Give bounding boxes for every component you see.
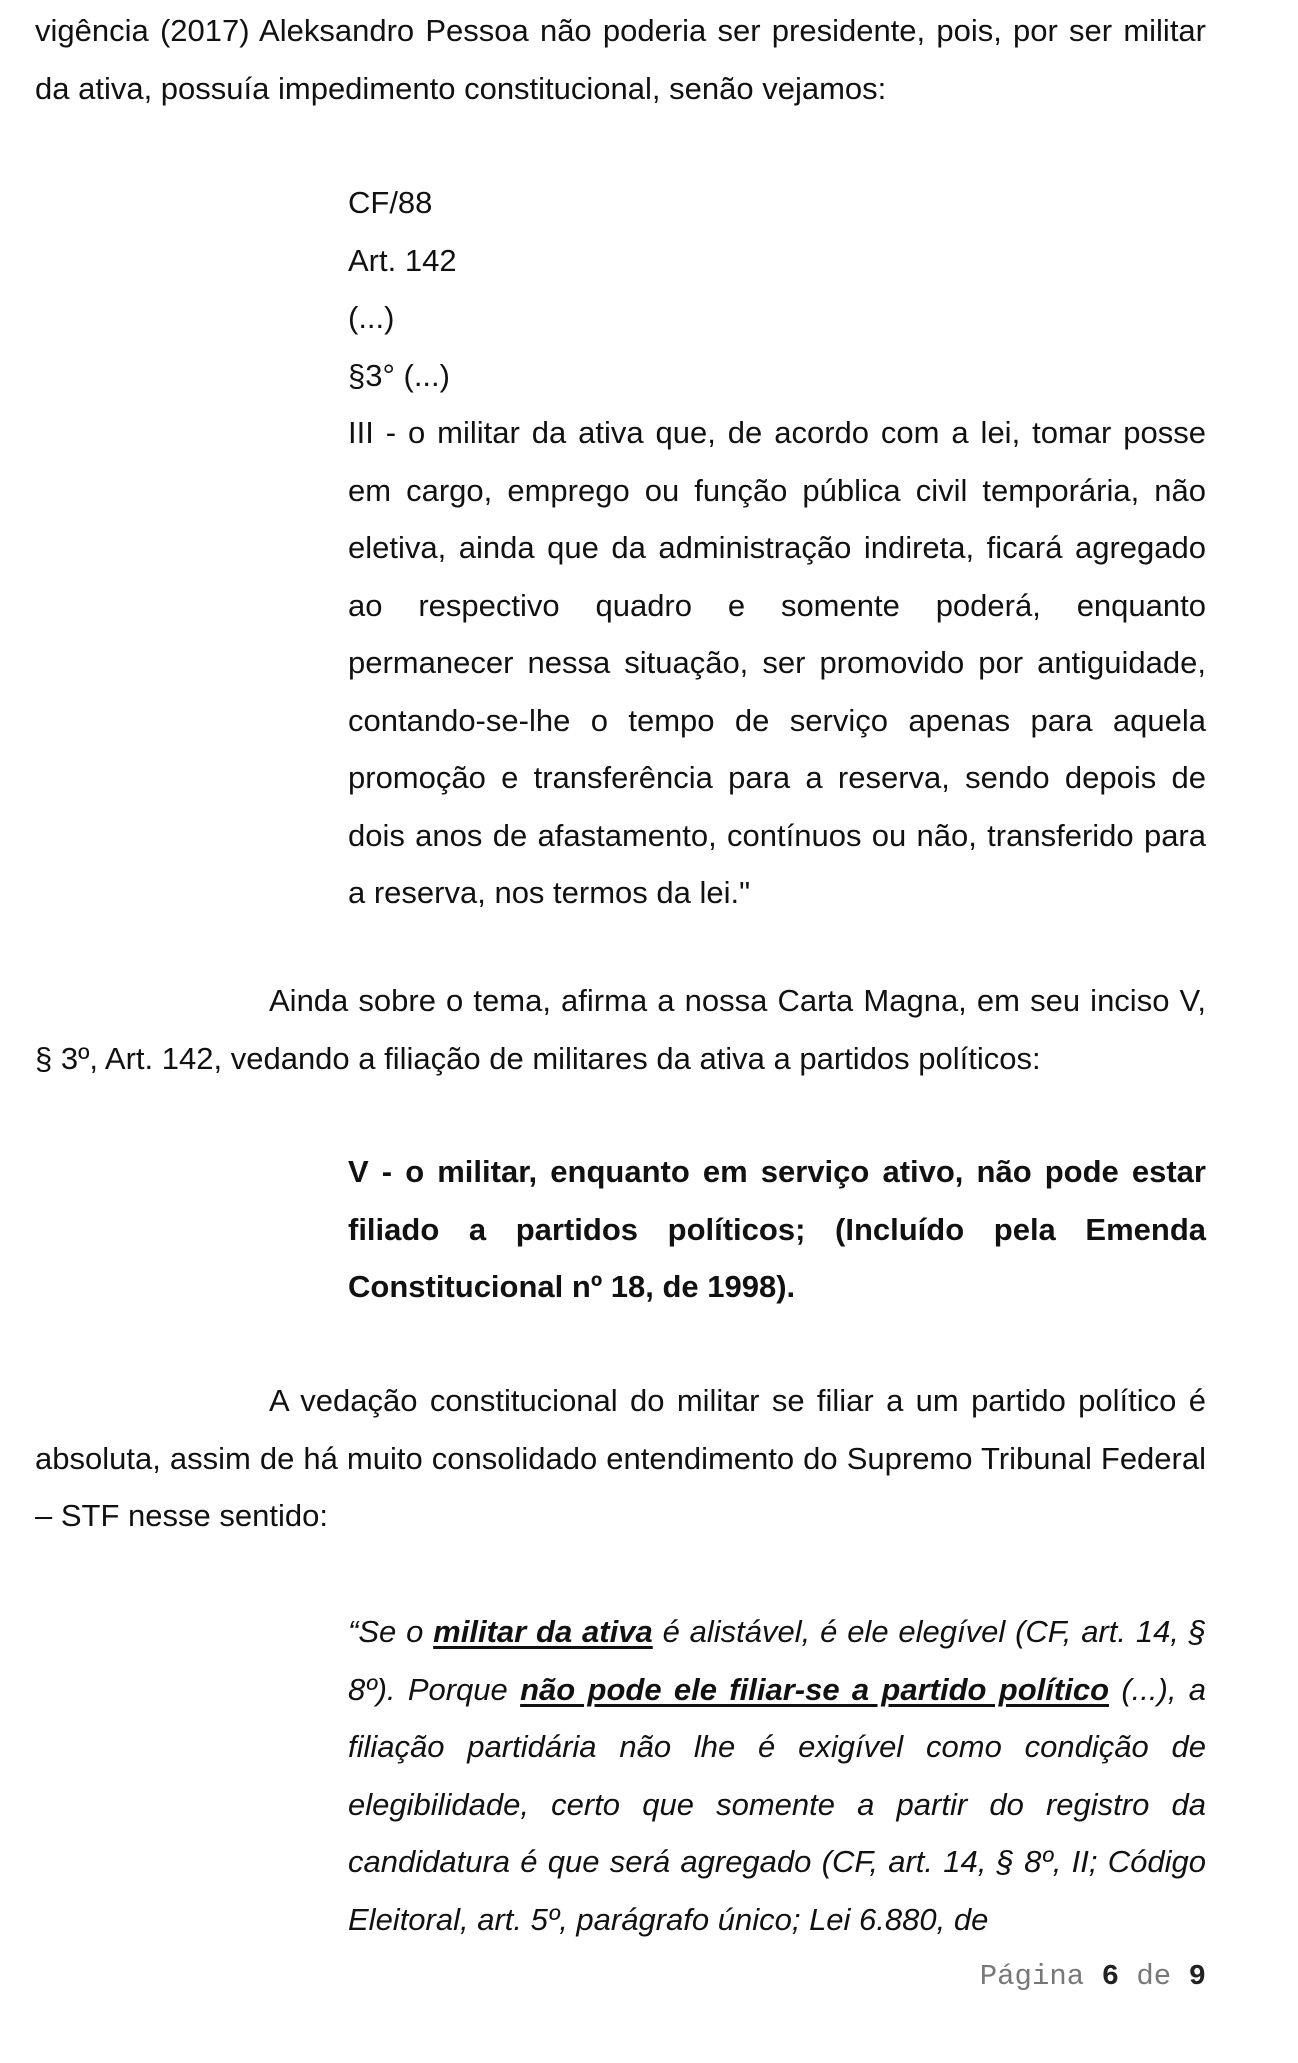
inciso-v-text: V - o militar, enquanto em serviço ativo, não pode estar filiado a partidos políticos; (Incluído pela Emenda Constitucional nº 18, de 1998). bbox=[348, 1154, 1206, 1304]
stf-quote-part3: (...), a filiação partidária não lhe é exigível como condição de elegibilidade, certo que somente a partir do registro da candidatura é que será agregado (CF, art. 14, § 8º, II; Código Eleitoral, art. 5º, parágrafo único; Lei 6.880, de bbox=[348, 1671, 1206, 1937]
page-number-footer bbox=[980, 1960, 1206, 1993]
footer-page-word: Página bbox=[979, 1960, 1085, 1993]
stf-quote-part1: “Se o bbox=[348, 1614, 434, 1649]
second-paragraph-text: Ainda sobre o tema, afirma a nossa Carta Magna, em seu inciso V, § 3º, Art. 142, vedando a filiação de militares da ativa a partidos políticos: bbox=[35, 983, 1206, 1076]
stf-quote-part2: é alistável, é ele elegível (CF, art. 14, § 8º). Porque bbox=[348, 1614, 1207, 1707]
second-paragraph bbox=[35, 972, 1206, 1087]
quote-ellipsis-line: (...) bbox=[348, 300, 395, 335]
quote-source-line: CF/88 bbox=[348, 185, 433, 220]
constitution-quote bbox=[348, 174, 1206, 922]
quote-article-line: Art. 142 bbox=[348, 242, 457, 278]
third-paragraph-text: A vedação constitucional do militar se filiar a um partido político é absoluta, assim de há muito consolidado entendimento do Supremo Tribunal Federal – STF nesse sentido: bbox=[35, 1383, 1206, 1533]
third-paragraph bbox=[35, 1372, 1206, 1545]
stf-jurisprudence-quote bbox=[348, 1603, 1206, 1948]
quote-inciso-iii-text: III - o militar da ativa que, de acordo com a lei, tomar posse em cargo, emprego ou função pública civil temporária, não eletiva, ainda que da administração indireta, ficará agregado ao respectivo quadro e somente poderá, enquanto permanecer nessa situação, ser promovido por antiguidade, contando-se-lhe o tempo de serviço apenas para aquela promoção e transferência para a reserva, sendo depois de dois anos de afastamento, contínuos ou não, transferido para a reserva, nos termos da lei." bbox=[348, 415, 1206, 910]
quote-paragraph-line: §3° (...) bbox=[348, 357, 450, 393]
footer-total-pages: 9 bbox=[1188, 1960, 1206, 1993]
inciso-v-quote bbox=[348, 1143, 1206, 1316]
stf-quote-emphasis-party: não pode ele filiar-se a partido político bbox=[520, 1671, 1110, 1707]
footer-of-word: de bbox=[1136, 1960, 1172, 1993]
intro-paragraph: vigência (2017) Aleksandro Pessoa não poderia ser presidente, pois, por ser militar da ativa, possuía impedimento constitucional, senão vejamos: bbox=[35, 13, 1206, 106]
stf-quote-emphasis-military: militar da ativa bbox=[433, 1614, 653, 1649]
footer-current-page: 6 bbox=[1101, 1960, 1119, 1993]
